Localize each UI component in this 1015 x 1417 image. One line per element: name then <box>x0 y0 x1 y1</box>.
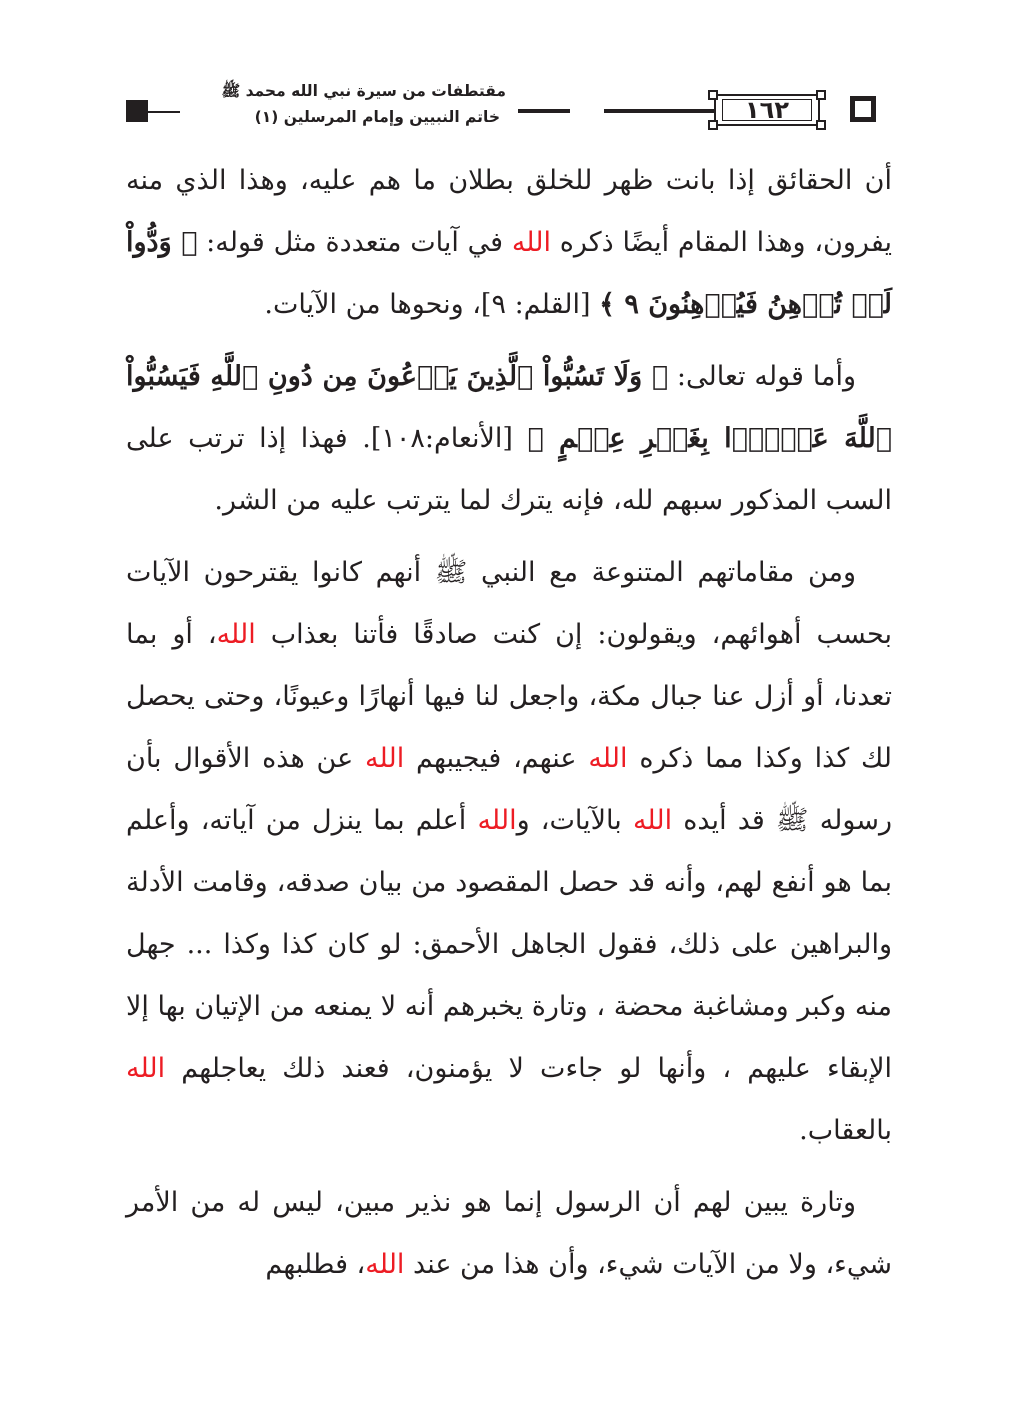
header-title-line2: خاتم النبيين وإمام المرسلين (١) <box>254 108 500 126</box>
header-title-line1: مقتطفات من سيرة نبي الله محمد ﷺ <box>221 82 506 100</box>
divine-name: الله <box>126 1053 166 1084</box>
divine-name: الله <box>365 1249 405 1280</box>
divine-name: الله <box>365 743 405 774</box>
divine-name: الله <box>588 743 628 774</box>
page-number: ١٦٢ <box>745 96 789 124</box>
divine-name: الله <box>511 227 551 258</box>
divine-name: الله <box>632 805 673 836</box>
page-number-frame <box>708 90 826 130</box>
paragraph-3: ومن مقاماتهم المتنوعة مع النبي ﷺ أنهم كانوا يقترحون الآيات بحسب أهوائهم، ويقولون: إن كنت صادقًا فأتنا بعذاب الله، أو بما تعدنا، أو أزل عنا جبال مكة، واجعل لنا فيها أنهارًا وعيونًا، وحتى يحصل لك كذا وكذا مما ذكره الله عنهم، فيجيبهم الله عن هذه الأقوال بأن رسوله ﷺ قد أيده الله بالآيات، والله أعلم بما ينزل من آياته، وأعلم بما هو أنفع لهم، وأنه قد حصل المقصود من بيان صدقه، وقامت الأدلة والبراهين على ذلك، فقول الجاهل الأحمق: لو كان كذا وكذا ... جهل منه وكبر ومشاغبة محضة ، وتارة يخبرهم أنه لا يمنعه من الإتيان بها إلا الإبقاء عليهم ، وأنها لو جاءت لا يؤمنون، فعند ذلك يعاجلهم الله بالعقاب. <box>126 557 893 1146</box>
paragraph-2: وأما قوله تعالى: ﴿ وَلَا تَسُبُّواْ ٱلَّذِينَ يَدۡعُونَ مِن دُونِ ٱللَّهِ فَيَسُبُّواْ ٱللَّهَ عَدۡوَۢا بِغَيۡرِ عِلۡمٍ ﴾ [الأنعام:١٠٨]. فهذا إذا ترتب على السب المذكور سبهم لله، فإنه يترك لما يترتب عليه من الشر. <box>126 361 892 516</box>
header-ornament-square <box>850 96 876 122</box>
page-body <box>126 150 892 1296</box>
running-header <box>118 78 898 150</box>
quran-verse: ﴿ وَدُّواْ لَوۡ تُدۡهِنُ فَيُدۡهِنُونَ ٩ ﴾ <box>126 227 892 320</box>
header-rule-left <box>138 111 180 113</box>
divine-name: الله <box>216 619 256 650</box>
header-rule-short <box>518 109 570 113</box>
paragraph-4: وتارة يبين لهم أن الرسول إنما هو نذير مبين، ليس له من الأمر شيء، ولا من الآيات شيء، وأن هذا من عند الله، فطلبهم <box>126 1187 892 1280</box>
divine-name: الله <box>477 805 517 836</box>
paragraph-1: أن الحقائق إذا بانت ظهر للخلق بطلان ما هم عليه، وهذا الذي منه يفرون، وهذا المقام أيضًا ذكره الله في آيات متعددة مثل قوله: ﴿ وَدُّواْ لَوۡ تُدۡهِنُ فَيُدۡهِنُونَ ٩ ﴾ [القلم: ٩]، ونحوها من الآيات. <box>126 165 892 320</box>
quran-verse: ﴿ وَلَا تَسُبُّواْ ٱلَّذِينَ يَدۡعُونَ مِن دُونِ ٱللَّهِ فَيَسُبُّواْ ٱللَّهَ عَدۡوَۢا بِغَيۡرِ عِلۡمٍ ﴾ <box>126 361 892 454</box>
header-book-title <box>216 78 506 130</box>
